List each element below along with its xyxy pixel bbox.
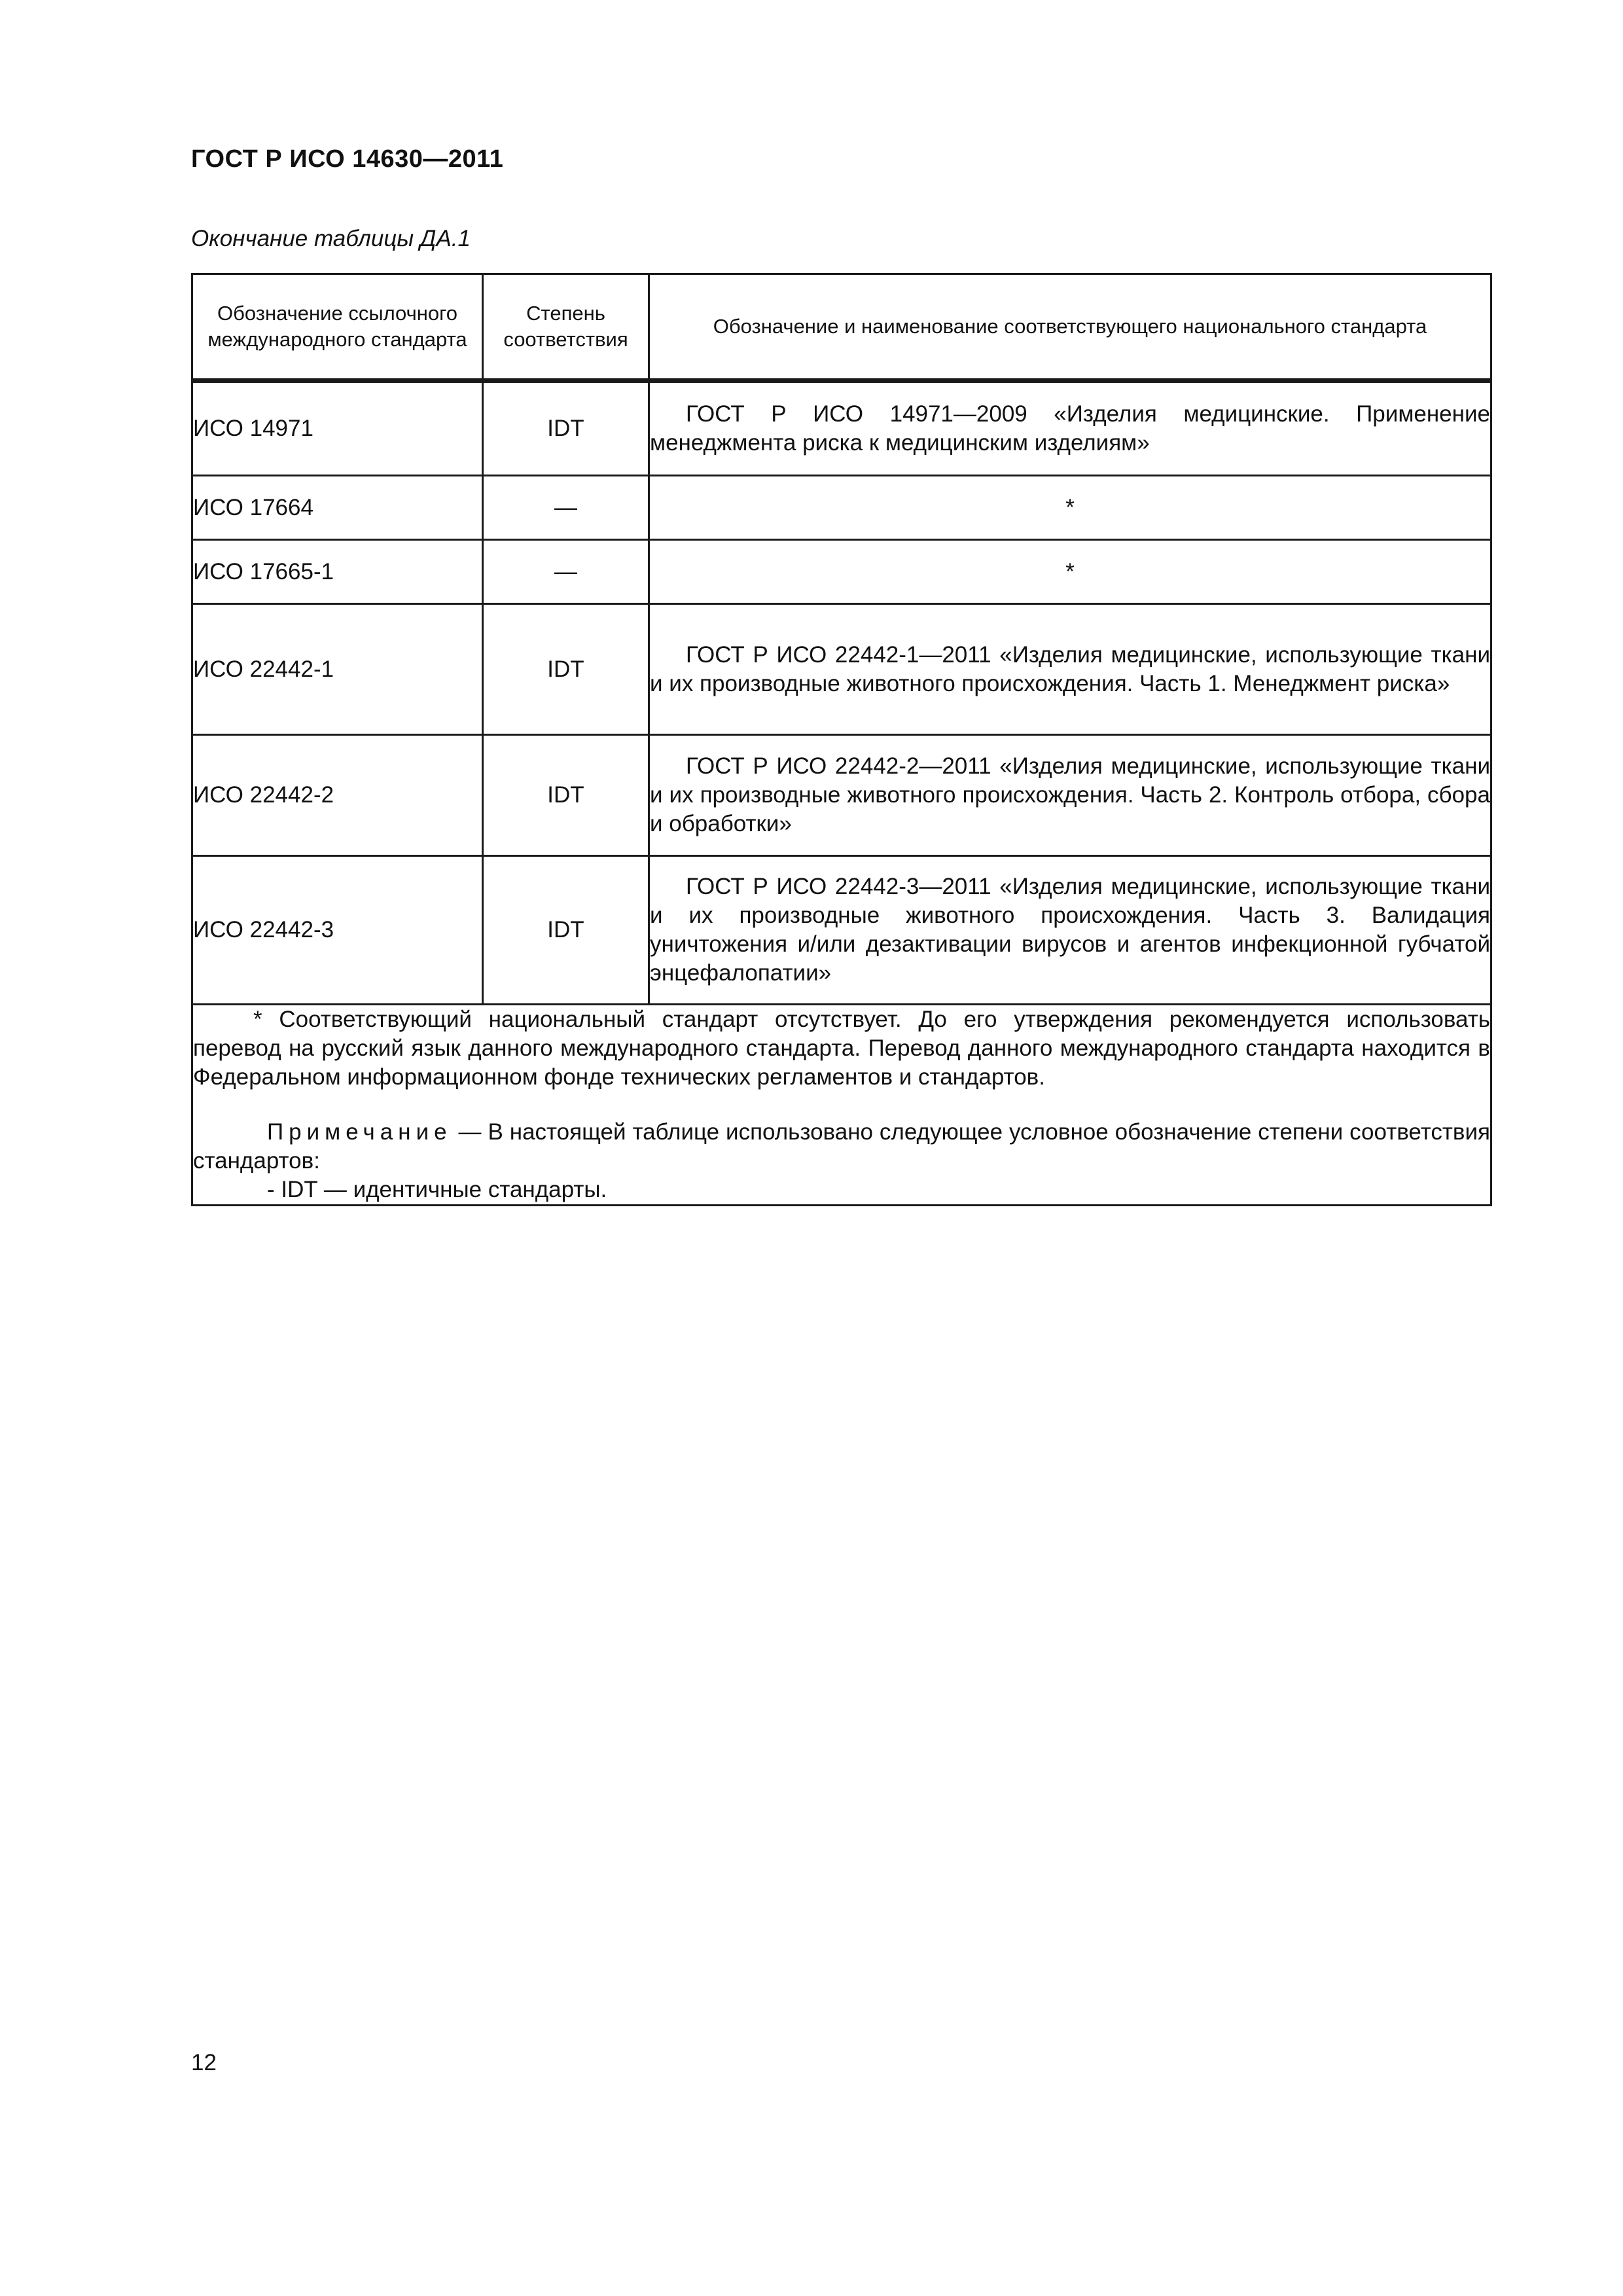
column-header-degree: Степень соответствия — [483, 274, 649, 381]
degree-cell: IDT — [483, 735, 649, 856]
note-paragraph — [193, 1118, 1490, 1175]
table-row — [192, 735, 1491, 856]
degree-cell: IDT — [483, 381, 649, 476]
degree-cell: IDT — [483, 604, 649, 735]
column-header-national-standard: Обозначение и наименование соответствующего национального стандарта — [649, 274, 1491, 381]
table-row — [192, 856, 1491, 1005]
national-standard-cell: ГОСТ Р ИСО 22442-2—2011 «Изделия медицинские, использующие ткани и их производные животного происхождения. Часть 2. Контроль отбора, сбора и обработки» — [649, 735, 1491, 856]
table-header-row — [192, 274, 1491, 381]
reference-standard-cell: ИСО 17664 — [192, 476, 483, 540]
document-header: ГОСТ Р ИСО 14630—2011 — [191, 145, 504, 173]
page-number: 12 — [191, 2050, 217, 2075]
note-text: — В настоящей таблице использовано следующее условное обозначение степени соответствия стандартов: — [193, 1119, 1490, 1174]
reference-standard-cell: ИСО 22442-2 — [192, 735, 483, 856]
table-row — [192, 604, 1491, 735]
degree-cell: IDT — [483, 856, 649, 1005]
reference-standard-cell: ИСО 14971 — [192, 381, 483, 476]
table-row — [192, 540, 1491, 604]
table-footnote-row — [192, 1005, 1491, 1206]
national-standard-cell: ГОСТ Р ИСО 22442-3—2011 «Изделия медицинские, использующие ткани и их производные животного происхождения. Часть 3. Валидация уничтожения и/или дезактивации вирусов и агентов инфекционной губчатой энцефалопатии» — [649, 856, 1491, 1005]
table-row — [192, 476, 1491, 540]
footnote-text: * Соответствующий национальный стандарт отсутствует. До его утверждения рекомендуется использовать перевод на русский язык данного международного стандарта. Перевод данного международного стандарта находится в Федеральном информационном фонде технических регламентов и стандартов. — [193, 1007, 1490, 1090]
reference-standard-cell: ИСО 22442-1 — [192, 604, 483, 735]
standards-table — [191, 273, 1492, 1206]
national-standard-cell: * — [649, 476, 1491, 540]
national-standard-cell: ГОСТ Р ИСО 14971—2009 «Изделия медицинские. Применение менеджмента риска к медицинским изделиям» — [649, 381, 1491, 476]
reference-standard-cell: ИСО 17665-1 — [192, 540, 483, 604]
degree-cell: — — [483, 476, 649, 540]
column-header-reference-standard: Обозначение ссылочного международного стандарта — [192, 274, 483, 381]
national-standard-cell: * — [649, 540, 1491, 604]
table-row — [192, 381, 1491, 476]
reference-standard-cell: ИСО 22442-3 — [192, 856, 483, 1005]
note-item: - IDT — идентичные стандарты. — [267, 1177, 607, 1202]
table-footnote-cell — [192, 1005, 1491, 1206]
table-caption: Окончание таблицы ДА.1 — [191, 226, 471, 251]
national-standard-cell: ГОСТ Р ИСО 22442-1—2011 «Изделия медицинские, использующие ткани и их производные животного происхождения. Часть 1. Менеджмент риска» — [649, 604, 1491, 735]
degree-cell: — — [483, 540, 649, 604]
note-label: Примечание — [267, 1119, 452, 1145]
